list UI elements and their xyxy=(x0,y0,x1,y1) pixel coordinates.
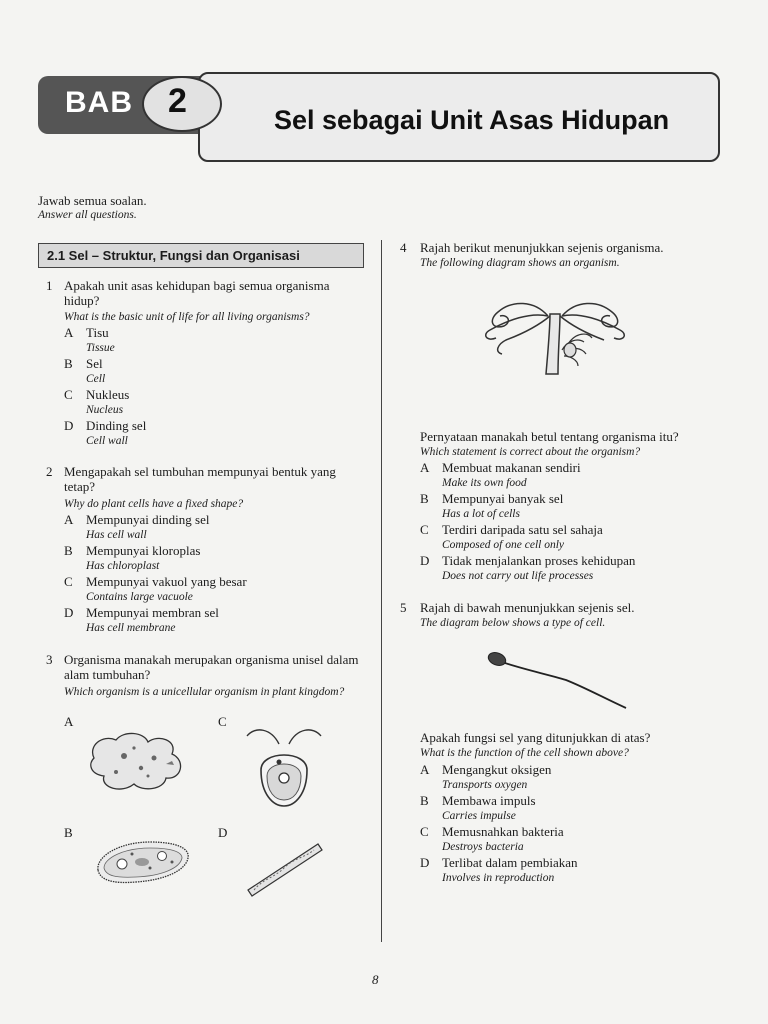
q4-option-b-letter: B xyxy=(420,491,429,506)
q4-option-b-translation: Has a lot of cells xyxy=(442,508,520,520)
q5-option-b[interactable]: Membawa impuls xyxy=(442,793,536,808)
q3-label-d: D xyxy=(218,825,228,840)
q2-option-b[interactable]: Mempunyai kloroplas xyxy=(86,543,201,558)
question-3-translation: Which organism is a unicellular organism in plant kingdom? xyxy=(64,686,345,698)
q5-option-c-letter: C xyxy=(420,824,429,839)
q5-option-a-letter: A xyxy=(420,762,430,777)
q1-option-d[interactable]: Dinding sel xyxy=(86,418,147,433)
question-5-number: 5 xyxy=(400,600,407,615)
q5-option-b-letter: B xyxy=(420,793,429,808)
chapter-number: 2 xyxy=(168,82,187,120)
q2-option-c-translation: Contains large vacuole xyxy=(86,591,193,603)
question-5-stem: Apakah fungsi sel yang ditunjukkan di atas? xyxy=(420,730,651,745)
q1-option-d-translation: Cell wall xyxy=(86,435,128,447)
question-4-number: 4 xyxy=(400,240,407,255)
question-5-translation: The diagram below shows a type of cell. xyxy=(420,617,606,629)
q2-option-b-translation: Has chloroplast xyxy=(86,560,160,572)
q4-option-d-letter: D xyxy=(420,553,430,568)
q2-option-a-translation: Has cell wall xyxy=(86,529,147,541)
spirogyra-image[interactable] xyxy=(244,838,324,898)
question-5-text: Rajah di bawah menunjukkan sejenis sel. xyxy=(420,600,635,615)
question-5-stem-translation: What is the function of the cell shown above? xyxy=(420,747,629,759)
q1-option-a-translation: Tissue xyxy=(86,342,115,354)
amoeba-image[interactable] xyxy=(86,728,188,794)
q4-option-d[interactable]: Tidak menjalankan proses kehidupan xyxy=(442,553,636,568)
q4-option-c[interactable]: Terdiri daripada satu sel sahaja xyxy=(442,522,603,537)
instructions-malay: Jawab semua soalan. xyxy=(38,193,147,208)
question-1-text: Apakah unit asas kehidupan bagi semua organisma hidup? xyxy=(64,278,330,308)
q4-option-a-translation: Make its own food xyxy=(442,477,527,489)
q1-option-b-translation: Cell xyxy=(86,373,106,385)
q5-option-d-translation: Involves in reproduction xyxy=(442,872,555,884)
question-4-text: Rajah berikut menunjukkan sejenis organisma. xyxy=(420,240,664,255)
question-4-stem: Pernyataan manakah betul tentang organisma itu? xyxy=(420,429,679,444)
q5-option-c[interactable]: Memusnahkan bakteria xyxy=(442,824,564,839)
q2-option-a[interactable]: Mempunyai dinding sel xyxy=(86,512,210,527)
q2-option-a-letter: A xyxy=(64,512,74,527)
q1-option-b[interactable]: Sel xyxy=(86,356,103,371)
question-2-text: Mengapakah sel tumbuhan mempunyai bentuk yang tetap? xyxy=(64,464,336,494)
question-2-translation: Why do plant cells have a fixed shape? xyxy=(64,498,244,510)
question-3-number: 3 xyxy=(46,652,53,667)
instructions xyxy=(38,193,147,222)
hydra-image[interactable] xyxy=(478,290,634,376)
q5-option-c-translation: Destroys bacteria xyxy=(442,841,524,853)
q5-option-d-letter: D xyxy=(420,855,430,870)
q2-option-d-letter: D xyxy=(64,605,74,620)
q3-label-a: A xyxy=(64,714,74,729)
q4-option-a[interactable]: Membuat makanan sendiri xyxy=(442,460,581,475)
q5-option-b-translation: Carries impulse xyxy=(442,810,516,822)
section-title: 2.1 Sel – Struktur, Fungsi dan Organisasi xyxy=(47,248,300,263)
q4-option-c-translation: Composed of one cell only xyxy=(442,539,565,551)
q4-option-b[interactable]: Mempunyai banyak sel xyxy=(442,491,564,506)
q4-option-c-letter: C xyxy=(420,522,429,537)
q4-option-a-letter: A xyxy=(420,460,430,475)
q1-option-c-letter: C xyxy=(64,387,73,402)
question-3-text: Organisma manakah merupakan organisma unisel dalam alam tumbuhan? xyxy=(64,652,359,682)
question-1-translation: What is the basic unit of life for all living organisms? xyxy=(64,311,310,323)
q2-option-d-translation: Has cell membrane xyxy=(86,622,176,634)
sperm-cell-image[interactable] xyxy=(486,648,630,712)
q5-option-a[interactable]: Mengangkut oksigen xyxy=(442,762,552,777)
q1-option-b-letter: B xyxy=(64,356,73,371)
question-4-translation: The following diagram shows an organism. xyxy=(420,257,620,269)
q5-option-a-translation: Transports oxygen xyxy=(442,779,528,791)
q1-option-a[interactable]: Tisu xyxy=(86,325,109,340)
question-2-number: 2 xyxy=(46,464,53,479)
question-4-stem-translation: Which statement is correct about the organism? xyxy=(420,446,641,458)
q2-option-c-letter: C xyxy=(64,574,73,589)
q1-option-d-letter: D xyxy=(64,418,74,433)
q5-option-d[interactable]: Terlibat dalam pembiakan xyxy=(442,855,578,870)
chapter-title: Sel sebagai Unit Asas Hidupan xyxy=(274,105,670,135)
page-number: 8 xyxy=(372,972,379,987)
q1-option-a-letter: A xyxy=(64,325,74,340)
question-1-number: 1 xyxy=(46,278,53,293)
q2-option-b-letter: B xyxy=(64,543,73,558)
paramecium-image[interactable] xyxy=(92,834,192,886)
column-divider xyxy=(381,240,382,942)
q1-option-c-translation: Nucleus xyxy=(86,404,124,416)
bab-label: BAB xyxy=(65,86,133,119)
q4-option-d-translation: Does not carry out life processes xyxy=(442,570,594,582)
q3-label-c: C xyxy=(218,714,227,729)
q2-option-d[interactable]: Mempunyai membran sel xyxy=(86,605,219,620)
instructions-english: Answer all questions. xyxy=(38,209,137,221)
chlamydomonas-image[interactable] xyxy=(243,724,325,812)
q1-option-c[interactable]: Nukleus xyxy=(86,387,130,402)
q3-label-b: B xyxy=(64,825,73,840)
q2-option-c[interactable]: Mempunyai vakuol yang besar xyxy=(86,574,247,589)
